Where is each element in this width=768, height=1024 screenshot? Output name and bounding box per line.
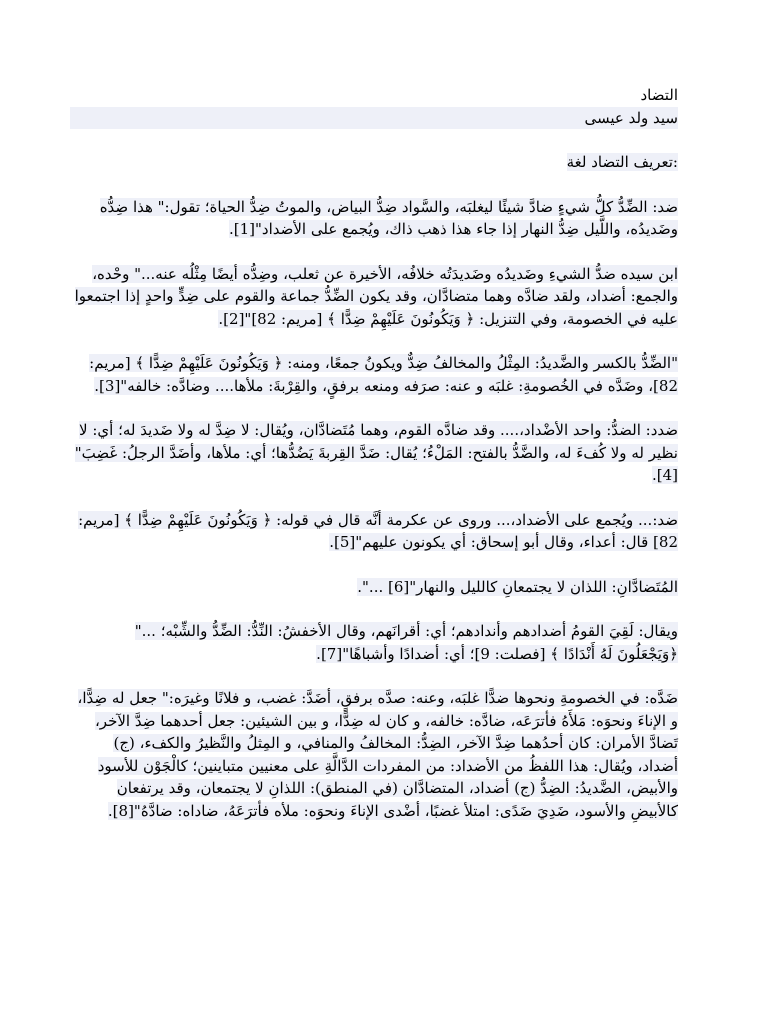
document-title: التضاد: [640, 86, 678, 104]
paragraph: [70, 352, 678, 397]
title-block: [70, 84, 678, 129]
section-heading: [70, 151, 678, 174]
paragraph-text: ضد: الضِّدُّ كلُّ شيءٍ ضادَّ شيئًا ليغلبَه، والسَّواد ضِدُّ البياض، والموتُ ضِدُّ الحياة؛ تقول:" هذا ضِدُّه وضَديدُه، واللَّيل ضِدُّ النهار إذا جاء هذا ذهب ذاك، ويُجمع على الأضداد"[1].: [99, 197, 678, 238]
author-name: سيد ولد عيسى: [70, 107, 678, 130]
paragraph-text: ضد:... ويُجمع على الأضداد،... وروى عن عكرمة أنَّه قال في قوله: ﴿ وَيَكُونُونَ عَلَيْهِمْ ضِدًّا ﴾ [مريم: 82] قال: أعداء، وقال أبو إسحاق: أي يكونون عليهم"[5].: [78, 510, 678, 551]
paragraph-text: ضَدَّه: في الخصومةِ ونحوها ضدًّا غلبَه، وعنه: صدَّه برفقٍ، أضَدَّ: غضب، و فلانًا وغيرَه:" جعل له ضِدًّا، و الإناءَ ونحوَه: مَلأَهُ فأترَعَه، ضادَّه: خالفه، و كان له ضِدًّا، و بين الشيئين: جعل أحدهما ضِدَّ الآخر، تَضادَّ الأمران: كان أحدُهما ضِدَّ الآخر، الضِدُّ: المخالفُ والمنافي، و المِثلُ والنَّظيرُ والكفء، (ج) أضداد، ويُقال: هذا اللفظُ من الأضداد: من المفردات الدَّالَّةِ على معنيين متباينين؛ كالْجَوْن للأسود والأبيض، الضَّديدُ: الضِدُّ (ج) أضداد، المتضادَّان (في المنطق): اللذانِ لا يجتمعان، وقد يرتفعان كالأبيضِ والأسود، ضَدِيَ ضَدًى: امتلأ غضبًا، أضْدى الإناءَ ونحوَه: ملأه فأترَعَهُ، ضاداه: ضادَّهُ"[8].: [77, 689, 678, 820]
paragraph: [70, 263, 678, 331]
paragraph: [70, 509, 678, 554]
paragraph: [70, 687, 678, 822]
paragraph: [70, 419, 678, 487]
section-heading-text: :تعريف التضاد لغة: [566, 153, 678, 171]
paragraph-text: ضدد: الضدُّ: واحد الأضْداد،.... وقد ضادَّه القوم، وهما مُتَضادَّان، ويُقال: لا ضِدَّ له ولا ضَديدَ له؛ أي: لا نظير له ولا كُفءَ له، والضَّدُّ بالفتح: المَلْءُ؛ يُقال: ضَدَّ القِربةَ يَضُدُّها؛ أي: ملأها، وأضَدَّ الرجلُ: غَضِبَ"[4].: [74, 421, 678, 484]
paragraph-text: المُتَضادَّانِ: اللذان لا يجتمعانِ كالليل والنهار"[6] ...".: [357, 577, 678, 596]
paragraph-text: ويقال: لَقِيَ القومُ أضدادهم وأندادهم؛ أي: أقرانَهم، وقال الأخفشُ: النِّدُّ: الضِّدُّ والشِّبْه؛ ..." ﴿وَيَجْعَلُونَ لَهُ أَنْدَادًا ﴾ [فصلت: 9]؛ أي: أضدادًا وأشباهًا"[7].: [134, 622, 678, 663]
paragraph: [70, 196, 678, 241]
paragraph-text: "الضِّدُّ بالكسر والضَّديدُ: المِثْلُ والمخالفُ ضِدٌّ ويكونُ جمعًا، ومنه: ﴿ وَيَكُونُونَ عَلَيْهِمْ ضِدًّا ﴾ [مريم: 82]، وضَدَّه في الخُصومةِ: غلبَه و عنه: صرَفه ومنعه برفقٍ، والقِرْبةَ: ملأها.... وضادَّه: خالفه"[3].: [89, 354, 678, 395]
document-body: [70, 84, 678, 844]
paragraph-text: ابن سيده ضدُّ الشيءِ وضَديدُه وضَديدَتُه خلافُه، الأخيرة عن ثعلب، وضِدُّه أيضًا مِثْلُه عنه..." وحْده، والجمع: أضداد، ولقد ضادَّه وهما متضادَّان، وقد يكون الضِّدُّ جماعة والقوم على ضِدٍّ واحدٍ إذا اجتمعوا عليه في الخصومة، وفي التنزيل: ﴿ وَيَكُونُونَ عَلَيْهِمْ ضِدًّا ﴾ [مريم: 82]"[2].: [74, 264, 678, 328]
paragraph: [70, 620, 678, 665]
paragraph: [70, 576, 678, 599]
